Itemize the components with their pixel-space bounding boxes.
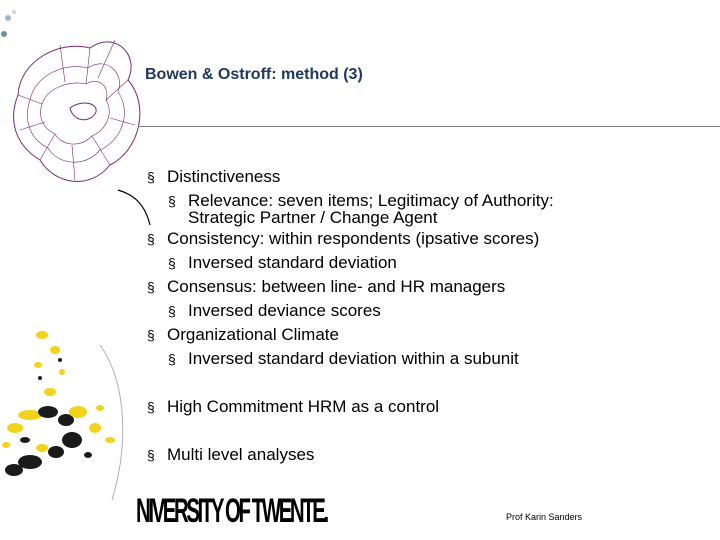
bullet-marker: § [168, 351, 176, 367]
bullet-marker: § [168, 193, 176, 209]
sub-bullet-continuation: Strategic Partner / Change Agent [188, 208, 438, 227]
bullet-marker: § [147, 279, 155, 295]
bullet-item [147, 443, 707, 467]
sub-bullet-item [147, 251, 707, 275]
bullet-marker: § [147, 327, 155, 343]
bullet-text: Organizational Climate [167, 325, 339, 344]
decorative-dots-top [1, 10, 16, 37]
sub-bullet-item [147, 347, 707, 371]
bullet-list [147, 165, 707, 467]
footer-author: Prof Karin Sanders [506, 512, 583, 522]
bullet-item [147, 275, 707, 299]
spacer [147, 419, 707, 443]
bullet-marker: § [147, 447, 155, 463]
university-logo: NIVERSITY OF TWENTE. [136, 492, 327, 530]
bullet-marker: § [168, 303, 176, 319]
bullet-text: High Commitment HRM as a control [167, 397, 440, 416]
bullet-marker: § [147, 399, 155, 415]
bullet-text: Multi level analyses [167, 445, 315, 464]
bullet-marker: § [168, 255, 176, 271]
bullet-text: Consensus: between line- and HR managers [167, 277, 506, 296]
spacer [147, 371, 707, 395]
decorative-curve [118, 190, 150, 225]
bullet-text: Distinctiveness [167, 167, 281, 186]
bullet-text: Inversed standard deviation [188, 253, 397, 272]
decorative-curve-lower [100, 345, 123, 500]
yellow-black-blob-graphic [2, 331, 115, 476]
wireframe-blob-graphic [14, 40, 140, 181]
sub-bullet-item [147, 299, 707, 323]
bullet-text: Inversed standard deviation within a subunit [188, 349, 519, 368]
bullet-text: Relevance: seven items; Legitimacy of Authority: [188, 191, 554, 210]
slide-title: Bowen & Ostroff: method (3) [145, 66, 363, 83]
bullet-text: Consistency: within respondents (ipsative scores) [167, 229, 540, 248]
bullet-item [147, 395, 707, 419]
bullet-text: Inversed deviance scores [188, 301, 381, 320]
bullet-item [147, 165, 707, 189]
bullet-item [147, 227, 707, 251]
bullet-marker: § [147, 169, 155, 185]
title-divider [138, 126, 720, 127]
bullet-item [147, 323, 707, 347]
bullet-marker: § [147, 231, 155, 247]
